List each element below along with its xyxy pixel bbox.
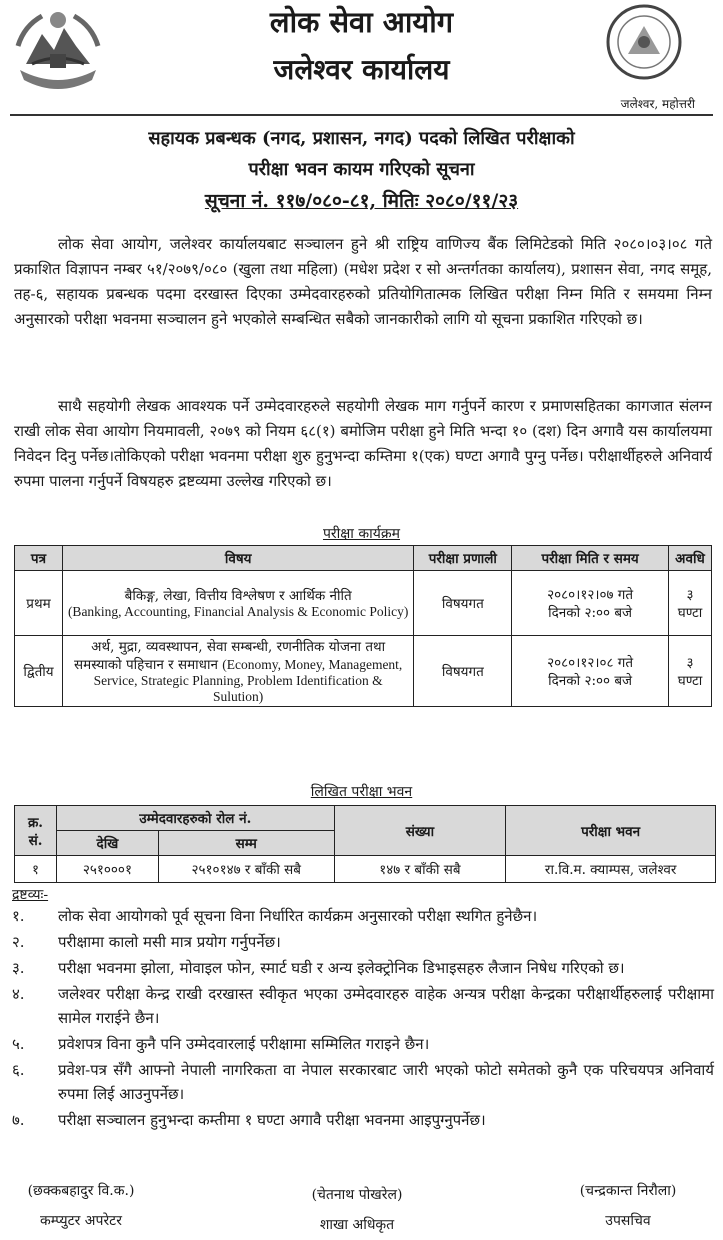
col-header-count: संख्या: [334, 806, 506, 856]
list-item: [12, 1058, 714, 1106]
exam-program-caption: परीक्षा कार्यक्रम: [322, 526, 401, 542]
count-cell: १४७ र बाँकी सबै: [334, 856, 506, 883]
duration-value: ३: [686, 655, 694, 671]
duration-cell: [668, 571, 711, 636]
note-number: ७.: [12, 1111, 25, 1129]
list-item: [12, 930, 714, 954]
roll-to-cell: २५१०१४७ र बाँकी सबै: [158, 856, 334, 883]
note-number: १.: [12, 907, 25, 925]
col-header-serial: क्र. सं.: [15, 806, 57, 856]
col-header-datetime: परीक्षा मिति र समय: [512, 546, 669, 571]
paper-cell: प्रथम: [15, 571, 63, 636]
note-number: २.: [12, 933, 25, 951]
exam-date: २०८०।१२।०७ गते: [547, 587, 634, 603]
duration-unit: घण्टा: [677, 605, 703, 621]
table-row: [15, 571, 712, 636]
notice-title-line1: सहायक प्रबन्धक (नगद, प्रशासन, नगद) पदको लिखित परीक्षाको: [148, 128, 575, 149]
signatory-name: (छक्कबहादुर वि.क.): [27, 1183, 135, 1199]
col-header-from: देखि: [56, 831, 158, 856]
note-number: ४.: [12, 985, 25, 1003]
note-text: परीक्षा भवनमा झोला, मोवाइल फोन, स्मार्ट घडी र अन्य इलेक्ट्रोनिक डिभाइसहरु लैजान निषेध गरिएको छ।: [58, 959, 625, 977]
note-text: लोक सेवा आयोगको पूर्व सूचना विना निर्धारित कार्यक्रम अनुसारको परीक्षा स्थगित हुनेछैन।: [58, 907, 538, 925]
subject-english: (Economy, Money, Management, Service, Strategic Planning, Problem Identification & Sulution): [93, 657, 403, 704]
subject-nepali: अर्थ, मुद्रा, व्यवस्थापन, सेवा सम्बन्धी, रणनीतिक योजना तथा समस्याको पहिचान र समाधान: [74, 639, 386, 673]
note-number: ६.: [12, 1061, 25, 1079]
hall-cell: रा.वि.म. क्याम्पस, जलेश्वर: [506, 856, 716, 883]
exam-time: दिनको २:०० बजे: [548, 605, 633, 621]
notice-header: [0, 0, 723, 112]
roll-from-cell: २५१०००१: [56, 856, 158, 883]
table-header-row: [15, 806, 716, 831]
col-header-roll: उम्मेदवारहरुको रोल नं.: [56, 806, 334, 831]
instructions-paragraph: साथै सहयोगी लेखक आवश्यक पर्ने उम्मेदवारहरुले सहयोगी लेखक माग गर्नुपर्ने कारण र प्रमाणसहितका कागजात संलग्न राखी लोक सेवा आयोग नियमावली, २०७९ को नियम ६८(१) बमोजिम परीक्षा हुने मिति भन्दा १० (दश) दिन अगावै यस कार्यालयमा निवेदन दिनु पर्नेछ।तोकिएको परीक्षा भवनमा परीक्षा शुरु हुनुभन्दा कम्तिमा १(एक) घण्टा अगावै पुग्नु पर्नेछ। परीक्षार्थीहरुले अनिवार्य रुपमा पालना गर्नुपर्ने विषयहरु द्रष्टव्यमा उल्लेख गरिएको छ।: [14, 397, 712, 490]
list-item: [12, 1108, 714, 1132]
note-text: प्रवेशपत्र विना कुनै पनि उम्मेदवारलाई परीक्षामा सम्मिलित गराइने छैन।: [58, 1035, 430, 1053]
office-location: जलेश्वर, महोत्तरी: [620, 97, 695, 111]
subject-nepali: बैकिङ्ग, लेखा, वित्तीय विश्लेषण र आर्थिक नीति: [124, 588, 352, 604]
psc-seal-icon: [598, 4, 690, 80]
signatory-name: (चन्द्रकान्त निरौला): [579, 1183, 677, 1199]
header-divider: [10, 114, 713, 116]
intro-paragraph: लोक सेवा आयोग, जलेश्वर कार्यालयबाट सञ्चालन हुने श्री राष्ट्रिय वाणिज्य बैंक लिमिटेडको मिति २०८०।०३।०८ गते प्रकाशित विज्ञापन नम्बर ५१/२०७९/०८० (खुला तथा महिला) (मधेश प्रदेश र सो अन्तर्गतका कार्यालय), प्रशासन सेवा, नगद समूह, तह-६, सहायक प्रबन्धक पदमा दरखास्त दिएका उम्मेदवारहरुको प्रतियोगितात्मक लिखित परीक्षा निम्न मिति र समयमा निम्न अनुसारको परीक्षा भवनमा सञ्चालन हुने भएकोले सम्बन्धित सबैको जानकारीको लागि यो सूचना प्रकाशित गरिएको छ।: [14, 235, 712, 328]
signatory-title: शाखा अधिकृत: [319, 1217, 395, 1233]
list-item: [12, 982, 714, 1030]
signatory-name: (चेतनाथ पोखरेल): [311, 1187, 403, 1203]
list-item: [12, 904, 714, 928]
list-item: [12, 1032, 714, 1056]
notes-heading: द्रष्टव्यः-: [12, 887, 49, 903]
col-header-duration: अवधि: [668, 546, 711, 571]
signatory-computer-operator: [6, 1176, 156, 1236]
note-text: परीक्षा सञ्चालन हुनुभन्दा कम्तीमा १ घण्टा अगावै परीक्षा भवनमा आइपुग्नुपर्नेछ।: [58, 1111, 486, 1129]
paper-cell: द्वितीय: [15, 636, 63, 707]
datetime-cell: [512, 636, 669, 707]
signatory-section-officer: [282, 1180, 432, 1240]
note-text: प्रवेश-पत्र सँगै आफ्नो नेपाली नागरिकता वा नेपाल सरकारबाट जारी भएको फोटो समेतको कुनै एक परिचयपत्र अनिवार्य रुपमा लिई आउनुपर्नेछ।: [58, 1061, 714, 1103]
notice-title-line2: परीक्षा भवन कायम गरिएको सूचना: [248, 159, 475, 180]
exam-hall-table: [14, 805, 716, 883]
col-header-subject: विषय: [62, 546, 413, 571]
table-row: [15, 856, 716, 883]
exam-hall-caption: लिखित परीक्षा भवन: [310, 784, 413, 800]
notice-reference: सूचना नं. ११७/०८०-८१, मितिः २०८०/११/२३: [204, 190, 519, 212]
system-cell: विषयगत: [414, 571, 512, 636]
note-text: जलेश्वर परीक्षा केन्द्र राखी दरखास्त स्वीकृत भएका उम्मेदवारहरु वाहेक अन्यत्र परीक्षा केन्द्रका परीक्षार्थीहरुलाई परीक्षामा सामेल गराईने छैन।: [58, 985, 714, 1027]
duration-cell: [668, 636, 711, 707]
duration-unit: घण्टा: [677, 673, 703, 689]
signatory-title: कम्प्युटर अपरेटर: [40, 1213, 122, 1229]
datetime-cell: [512, 571, 669, 636]
exam-program-table: [14, 545, 712, 707]
table-row: [15, 636, 712, 707]
signatory-under-secretary: [548, 1176, 708, 1236]
signatory-title: उपसचिव: [605, 1213, 651, 1229]
list-item: [12, 956, 714, 980]
table-header-row: [15, 546, 712, 571]
subject-cell: [62, 571, 413, 636]
col-header-hall: परीक्षा भवन: [506, 806, 716, 856]
col-header-system: परीक्षा प्रणाली: [414, 546, 512, 571]
col-header-to: सम्म: [158, 831, 334, 856]
duration-value: ३: [686, 587, 694, 603]
exam-date: २०८०।१२।०८ गते: [547, 655, 634, 671]
serial-cell: १: [15, 856, 57, 883]
org-name: लोक सेवा आयोग: [269, 5, 454, 39]
subject-cell: [62, 636, 413, 707]
notes-list: [12, 904, 714, 1134]
note-number: ५.: [12, 1035, 25, 1053]
col-header-paper: पत्र: [15, 546, 63, 571]
subject-english: (Banking, Accounting, Financial Analysis & Economic Policy): [67, 604, 409, 619]
office-name: जलेश्वर कार्यालय: [273, 53, 450, 86]
system-cell: विषयगत: [414, 636, 512, 707]
note-number: ३.: [12, 959, 25, 977]
note-text: परीक्षामा कालो मसी मात्र प्रयोग गर्नुपर्नेछ।: [58, 933, 281, 951]
exam-time: दिनको २:०० बजे: [548, 673, 633, 689]
